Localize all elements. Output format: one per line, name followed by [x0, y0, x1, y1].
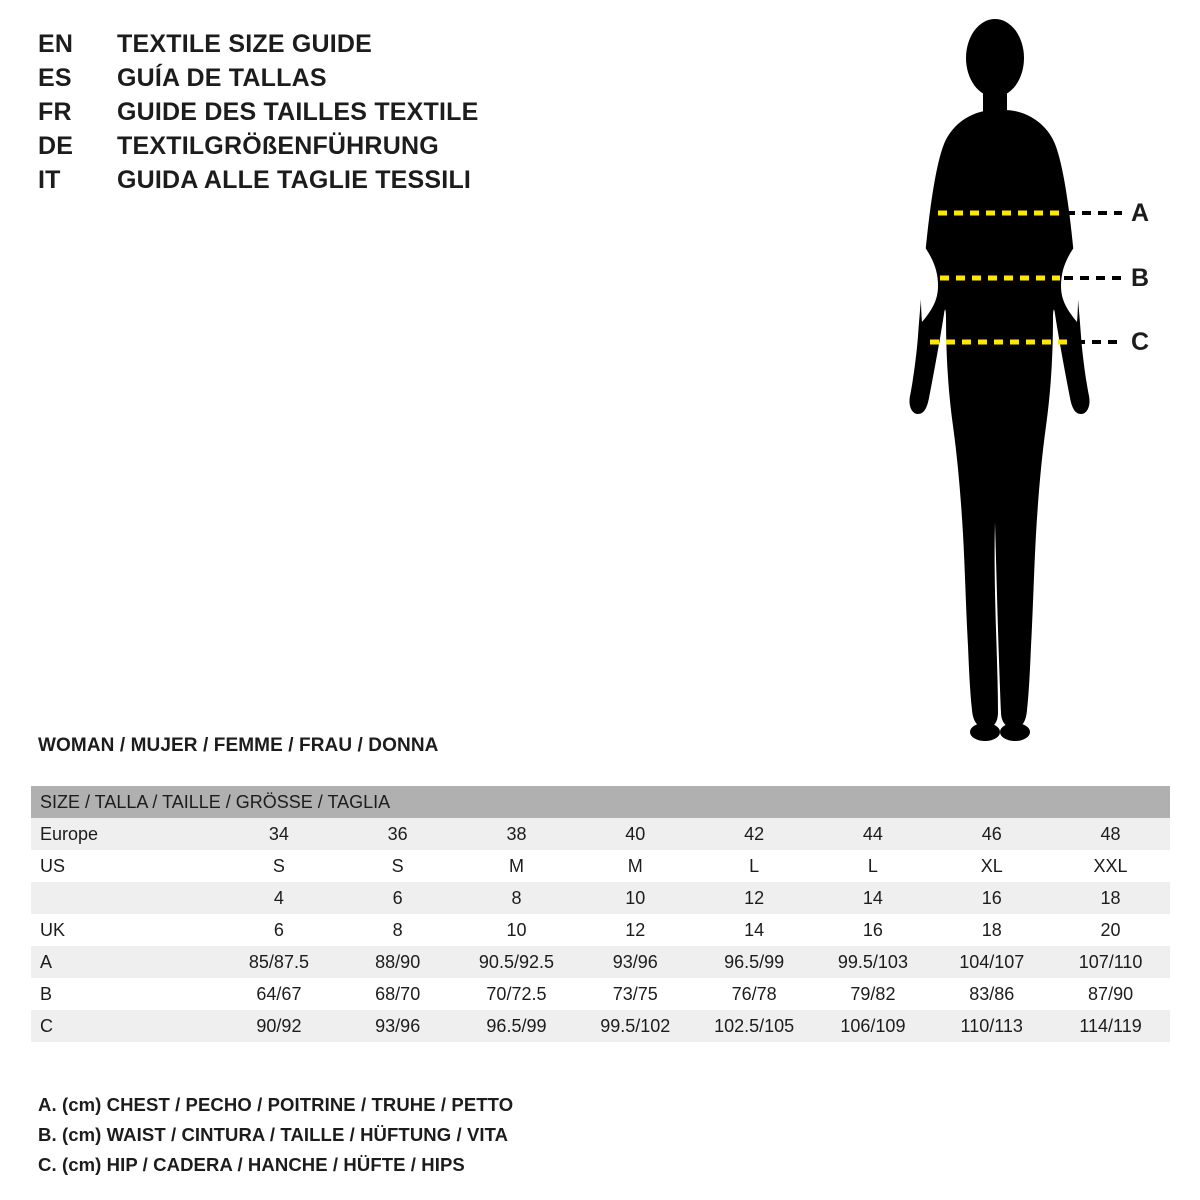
- title-row: [38, 166, 598, 200]
- cell: 16: [862, 919, 883, 940]
- cell: 79/82: [850, 983, 896, 1004]
- cell: 4: [273, 887, 284, 908]
- cell: 87/90: [1088, 983, 1134, 1004]
- title-language-code: ES: [38, 64, 72, 92]
- cell: 93/96: [612, 951, 658, 972]
- cell: 46: [981, 823, 1002, 844]
- cell: 10: [506, 919, 527, 940]
- cell: 6: [273, 919, 284, 940]
- cell: 40: [625, 823, 646, 844]
- title-row: [38, 64, 598, 98]
- cell: 73/75: [612, 983, 658, 1004]
- cell: 83/86: [969, 983, 1015, 1004]
- size-table: [31, 786, 1170, 1042]
- cell: 6: [392, 887, 403, 908]
- title-text: GUÍA DE TALLAS: [117, 64, 327, 92]
- cell: 70/72.5: [486, 983, 547, 1004]
- cell: M: [627, 855, 643, 876]
- cell: 76/78: [731, 983, 777, 1004]
- legend-line-waist: B. (cm) WAIST / CINTURA / TAILLE / HÜFTUNG / VITA: [38, 1124, 509, 1145]
- row-label-c: C: [40, 1015, 53, 1036]
- row-label-a: A: [40, 951, 53, 972]
- row-label-us-numeric: [31, 882, 220, 914]
- table-row: [31, 914, 1170, 946]
- title-block: [38, 30, 598, 200]
- cell: 14: [862, 887, 883, 908]
- cell: XXL: [1093, 855, 1128, 876]
- cell: 106/109: [840, 1015, 906, 1036]
- title-row: [38, 98, 598, 132]
- legend-line-hip: C. (cm) HIP / CADERA / HANCHE / HÜFTE / HIPS: [38, 1154, 465, 1175]
- measure-label-a: A: [1131, 199, 1150, 227]
- table-row: [31, 1010, 1170, 1042]
- cell: L: [867, 855, 878, 876]
- cell: 48: [1100, 823, 1121, 844]
- cell: 104/107: [959, 951, 1025, 972]
- cell: 16: [981, 887, 1002, 908]
- cell: 85/87.5: [248, 951, 309, 972]
- cell: 90.5/92.5: [478, 951, 554, 972]
- table-row: [31, 946, 1170, 978]
- title-text: GUIDA ALLE TAGLIE TESSILI: [117, 166, 472, 194]
- table-row: [31, 818, 1170, 850]
- cell: 96.5/99: [724, 951, 785, 972]
- title-row: [38, 132, 598, 166]
- cell: 18: [981, 919, 1002, 940]
- table-row: [31, 850, 1170, 882]
- cell: 20: [1100, 919, 1121, 940]
- row-label-europe: Europe: [40, 823, 99, 844]
- cell: S: [391, 855, 404, 876]
- female-silhouette-icon: [860, 10, 1190, 750]
- title-text: TEXTILGRÖßENFÜHRUNG: [117, 132, 439, 160]
- title-language-code: DE: [38, 132, 74, 160]
- cell: 44: [862, 823, 883, 844]
- cell: S: [272, 855, 285, 876]
- cell: 8: [392, 919, 403, 940]
- cell: 38: [506, 823, 527, 844]
- title-text: GUIDE DES TAILLES TEXTILE: [117, 98, 479, 126]
- title-language-code: IT: [38, 166, 61, 194]
- cell: 42: [744, 823, 765, 844]
- measure-label-c: C: [1131, 328, 1150, 356]
- cell: 107/110: [1078, 951, 1143, 972]
- section-caption: WOMAN / MUJER / FEMME / FRAU / DONNA: [38, 735, 439, 756]
- cell: 96.5/99: [486, 1015, 547, 1036]
- cell: 68/70: [375, 983, 421, 1004]
- cell: 88/90: [375, 951, 421, 972]
- cell: L: [749, 855, 760, 876]
- table-row: [31, 882, 1170, 914]
- table-header-label: SIZE / TALLA / TAILLE / GRÖSSE / TAGLIA: [31, 786, 1170, 818]
- cell: 102.5/105: [714, 1015, 795, 1036]
- cell: 99.5/103: [837, 951, 908, 972]
- table-row: [31, 978, 1170, 1010]
- cell: 12: [744, 887, 765, 908]
- title-text: TEXTILE SIZE GUIDE: [117, 30, 373, 58]
- cell: 93/96: [375, 1015, 421, 1036]
- row-label-us: US: [40, 855, 66, 876]
- cell: 34: [268, 823, 289, 844]
- title-language-code: FR: [38, 98, 72, 126]
- cell: 110/113: [960, 1015, 1023, 1036]
- cell: 10: [625, 887, 646, 908]
- cell: 36: [387, 823, 408, 844]
- cell: 90/92: [256, 1015, 302, 1036]
- legend: [38, 1090, 738, 1180]
- cell: 114/119: [1079, 1015, 1142, 1036]
- measure-label-b: B: [1131, 264, 1150, 292]
- row-label-uk: UK: [40, 919, 66, 940]
- row-label-b: B: [40, 983, 53, 1004]
- cell: 8: [511, 887, 522, 908]
- cell: XL: [980, 855, 1003, 876]
- title-row: [38, 30, 598, 64]
- cell: 12: [625, 919, 646, 940]
- title-language-code: EN: [38, 30, 74, 58]
- figure-area: [860, 10, 1190, 750]
- cell: 14: [744, 919, 765, 940]
- legend-line-chest: A. (cm) CHEST / PECHO / POITRINE / TRUHE / PETTO: [38, 1094, 514, 1115]
- cell: M: [508, 855, 524, 876]
- cell: 18: [1100, 887, 1121, 908]
- cell: 99.5/102: [600, 1015, 671, 1036]
- table-header-row: [31, 786, 1170, 818]
- cell: 64/67: [256, 983, 302, 1004]
